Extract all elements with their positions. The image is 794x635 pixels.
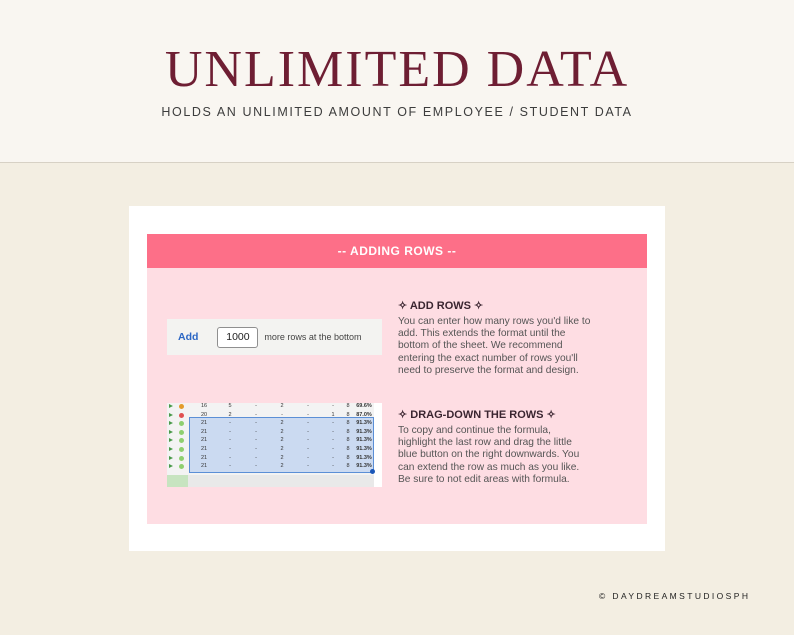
table-row (167, 412, 377, 420)
table-cell: 8 (346, 420, 350, 427)
table-cell: - (307, 411, 309, 418)
page-title: UNLIMITED DATA (164, 41, 630, 98)
add-rows-line: You can enter how many rows you'd like to (398, 316, 591, 327)
table-cell: 91.3% (356, 437, 372, 444)
table-row (167, 463, 377, 471)
expand-arrow-icon[interactable] (169, 413, 173, 417)
table-cell: - (332, 420, 334, 427)
table-cell: 2 (280, 446, 284, 452)
expand-arrow-icon[interactable] (169, 404, 173, 408)
table-row (167, 446, 377, 454)
table-cell: 87.0% (356, 411, 372, 418)
table-cell: - (255, 403, 257, 409)
table-cell: 20 (200, 411, 208, 418)
status-dot-icon (179, 464, 184, 469)
header (0, 0, 794, 163)
table-cell: - (307, 420, 309, 427)
add-rows-link[interactable]: Add (178, 331, 199, 343)
status-dot-icon (179, 456, 184, 461)
spreadsheet-preview (167, 403, 382, 487)
table-cell: - (229, 420, 231, 427)
table-cell: - (255, 446, 257, 452)
add-rows-suffix: more rows at the bottom (264, 332, 362, 342)
row-count-input[interactable]: 1000 (217, 327, 258, 348)
table-cell: 21 (200, 463, 208, 470)
status-dot-icon (179, 404, 184, 409)
add-rows-line: entering the exact number of rows you'll (398, 352, 578, 364)
table-cell: 8 (346, 446, 350, 452)
drag-rows-line: highlight the last row and drag the little (398, 437, 572, 449)
status-dot-icon (179, 430, 184, 435)
table-cell: - (281, 411, 283, 418)
table-cell: - (332, 446, 334, 452)
add-rows-control (167, 319, 382, 355)
table-cell: 5 (228, 403, 232, 409)
table-cell: - (255, 420, 257, 427)
table-cell: 91.3% (356, 463, 372, 470)
table-cell: 69.6% (356, 403, 372, 409)
adding-rows-banner: -- ADDING ROWS -- (147, 234, 647, 268)
table-cell: 8 (346, 463, 350, 470)
table-cell: 2 (280, 437, 284, 444)
status-dot-icon (179, 413, 184, 418)
status-dot-icon (179, 447, 184, 452)
table-cell: 2 (228, 411, 232, 418)
table-cell: - (255, 437, 257, 444)
table-cell: 8 (346, 403, 350, 409)
table-cell: - (332, 403, 334, 409)
table-cell: - (307, 437, 309, 444)
table-row (167, 403, 377, 411)
table-cell: 21 (200, 420, 208, 427)
table-cell: - (332, 437, 334, 444)
table-cell: 8 (346, 454, 350, 461)
table-cell: 2 (280, 428, 284, 435)
sheet-green-corner (167, 475, 188, 487)
table-cell: 2 (280, 403, 284, 409)
screenshot-card (129, 206, 665, 551)
table-cell: - (307, 454, 309, 461)
drag-handle[interactable] (370, 469, 375, 474)
table-row (167, 420, 377, 428)
table-cell: - (229, 437, 231, 444)
expand-arrow-icon[interactable] (169, 430, 173, 434)
add-rows-title: ✧ ADD ROWS ✧ (398, 300, 484, 312)
table-cell: - (229, 463, 231, 470)
table-cell: - (307, 403, 309, 409)
table-cell: 21 (200, 454, 208, 461)
table-cell: 8 (346, 428, 350, 435)
table-cell: - (229, 428, 231, 435)
page-subtitle: HOLDS AN UNLIMITED AMOUNT OF EMPLOYEE / STUDENT DATA (161, 105, 633, 119)
expand-arrow-icon[interactable] (169, 438, 173, 442)
status-dot-icon (179, 438, 184, 443)
add-rows-line: need to preserve the format and design. (398, 364, 579, 376)
table-cell: 91.3% (356, 446, 372, 452)
table-cell: 2 (280, 463, 284, 470)
drag-rows-description (398, 425, 638, 486)
table-cell: - (332, 463, 334, 470)
table-cell: - (229, 446, 231, 452)
table-cell: 21 (200, 428, 208, 435)
table-cell: 21 (200, 437, 208, 444)
drag-rows-line: can extend the row as much as you like. (398, 461, 580, 473)
instruction-panel (147, 234, 647, 524)
add-rows-line: bottom of the sheet. We recommend (398, 340, 563, 352)
drag-rows-line: To copy and continue the formula, (398, 425, 551, 436)
table-cell: - (307, 446, 309, 452)
table-cell: 8 (346, 411, 350, 418)
table-cell: 91.3% (356, 454, 372, 461)
table-cell: - (332, 428, 334, 435)
table-cell: 2 (280, 454, 284, 461)
expand-arrow-icon[interactable] (169, 456, 173, 460)
table-row (167, 429, 377, 437)
table-cell: - (307, 428, 309, 435)
drag-rows-line: blue button on the right downwards. You (398, 449, 580, 461)
table-cell: - (255, 411, 257, 418)
sheet-footer-bar (167, 475, 382, 487)
table-row (167, 437, 377, 445)
table-cell: - (229, 454, 231, 461)
drag-rows-title: ✧ DRAG-DOWN THE ROWS ✧ (398, 409, 556, 421)
drag-rows-line: Be sure to not edit areas with formula. (398, 473, 570, 485)
table-cell: 91.3% (356, 428, 372, 435)
expand-arrow-icon[interactable] (169, 447, 173, 451)
add-rows-description (398, 316, 638, 377)
expand-arrow-icon[interactable] (169, 464, 173, 468)
table-cell: 16 (200, 403, 208, 409)
table-cell: - (332, 454, 334, 461)
table-row (167, 455, 377, 463)
table-cell: 21 (200, 446, 208, 452)
table-cell: - (255, 454, 257, 461)
table-cell: 91.3% (356, 420, 372, 427)
table-cell: 8 (346, 437, 350, 444)
table-cell: - (255, 428, 257, 435)
add-rows-line: add. This extends the format until the (398, 328, 566, 340)
table-cell: - (307, 463, 309, 470)
table-cell: 1 (331, 411, 335, 418)
table-cell: 2 (280, 420, 284, 427)
copyright-credit: © DAYDREAMSTUDIOSPH (599, 591, 751, 601)
expand-arrow-icon[interactable] (169, 421, 173, 425)
status-dot-icon (179, 421, 184, 426)
table-cell: - (255, 463, 257, 470)
